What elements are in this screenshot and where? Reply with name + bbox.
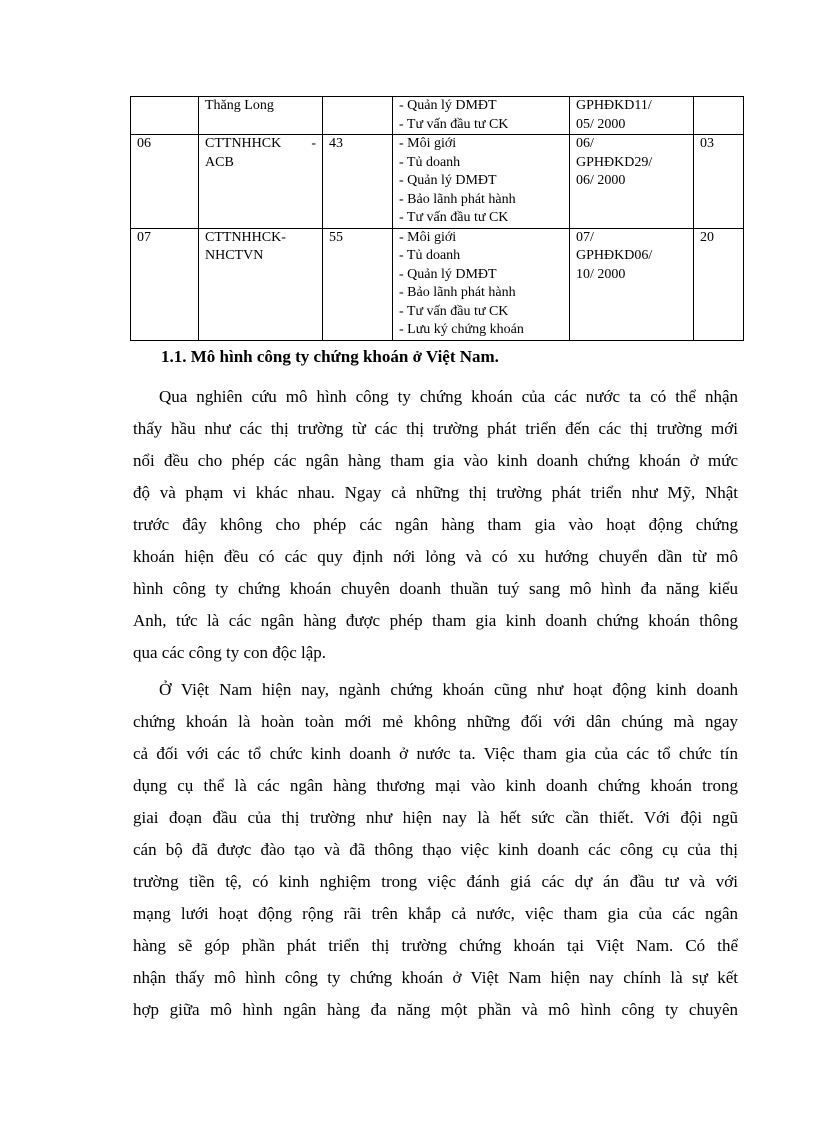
cell-company-name-line: Thăng Long [205,98,274,113]
cell-services-line: - Quản lý DMĐT [399,173,497,188]
cell-company-name-line: ACB [205,154,234,170]
paragraph-line: hợp giữa mô hình ngân hàng đa năng một phần và mô hình công ty chuyên [133,1000,738,1019]
securities-companies-table [130,96,744,341]
cell-license-line: 06/ 2000 [576,173,626,188]
cell-services-line: - Môi giới [399,229,457,245]
cell-capital-value: 55 [329,229,343,245]
paragraph-line: hàng sẽ góp phần phát triển thị trường chứng khoán tại Việt Nam. Có thể [133,936,738,955]
cell-capital [323,97,393,135]
paragraph-line: khoán hiện đều có các quy định nới lỏng và có xu hướng chuyển dần từ mô [133,547,738,566]
cell-services-line: - Tủ doanh [399,154,461,170]
cell-branches [694,228,744,340]
cell-services-line: - Lưu ký chứng khoán [399,322,524,337]
cell-license [570,135,694,229]
cell-stt-value: 07 [137,229,151,245]
cell-stt-value: 06 [137,136,151,151]
cell-license [570,97,694,135]
paragraph-line: chứng khoán là hoàn toàn mới mẻ không những đối với dân chúng mà ngay [133,712,738,731]
cell-capital [323,135,393,229]
paragraph-line: mạng lưới hoạt động rộng rãi trên khắp cả nước, việc tham gia của các ngân [133,904,738,923]
paragraph-line: dụng cụ thể là các ngân hàng thương mại vào kinh doanh chứng khoán trong [133,776,738,795]
paragraph-line: cả đối với các tổ chức kinh doanh ở nước ta. Việc tham gia của các tổ chức tín [133,744,738,763]
cell-branches [694,135,744,229]
cell-services-line: - Môi giới [399,136,457,151]
cell-company-name-line: CTTNHHCK- [205,229,286,245]
paragraph-line: giai đoạn đầu của thị trường như hiện nay là hết sức cần thiết. Với đội ngũ [133,808,738,827]
cell-license-line: GPHĐKD06/ [576,248,653,263]
paragraph-line: trước đây không cho phép các ngân hàng tham gia vào hoạt động chứng [133,515,738,534]
cell-license-line: GPHĐKD11/ [576,98,652,113]
table-row [131,228,744,340]
paragraph-line: Qua nghiên cứu mô hình công ty chứng khoán của các nước ta có thể nhận [159,387,738,406]
cell-company-name [199,97,323,135]
paragraph-line: độ và phạm vi khác nhau. Ngay cả những thị trường phát triển như Mỹ, Nhật [133,483,738,502]
cell-stt [131,97,199,135]
cell-company-name [199,135,323,229]
cell-capital [323,228,393,340]
paragraph-line: thấy hầu như các thị trường từ các thị trường phát triển đến các thị trường mới [133,419,738,438]
cell-services-line: - Tư vấn đầu tư CK [399,210,509,225]
cell-license-line: GPHĐKD29/ [576,154,653,170]
paragraph-line: cán bộ đã được đào tạo và đã thông thạo việc kinh doanh các công cụ của thị [133,840,738,859]
paragraph-line: Ở Việt Nam hiện nay, ngành chứng khoán cũng như hoạt động kinh doanh [159,680,738,699]
table-row [131,135,744,229]
paragraph-line: nổi đều cho phép các ngân hàng tham gia vào kinh doanh chứng khoán ở mức [133,451,738,470]
cell-services-line: - Tư vấn đầu tư CK [399,303,509,319]
cell-services-line: - Tủ doanh [399,248,461,263]
cell-company-name-line: NHCTVN [205,248,264,263]
cell-license-line: 06/ [576,136,594,151]
cell-stt [131,228,199,340]
paragraph-line: nhận thấy mô hình công ty chứng khoán ở Việt Nam hiện nay chính là sự kết [133,968,738,987]
paragraph-2 [133,674,738,1026]
cell-services [393,97,570,135]
cell-capital-value: 43 [329,136,343,151]
section-heading: 1.1. Mô hình công ty chứng khoán ở Việt Nam. [161,347,499,366]
cell-license-line: 05/ 2000 [576,116,626,132]
cell-services [393,228,570,340]
cell-services-line: - Bảo lãnh phát hành [399,285,516,300]
cell-services-line: - Quản lý DMĐT [399,266,497,282]
cell-stt [131,135,199,229]
cell-services [393,135,570,229]
cell-license [570,228,694,340]
cell-services-line: - Tư vấn đầu tư CK [399,116,509,132]
table-body [131,97,744,341]
paragraph-1 [133,381,738,669]
cell-branches-value: 03 [700,136,714,151]
cell-branches [694,97,744,135]
cell-services-line: - Bảo lãnh phát hành [399,191,516,207]
paragraph-line: qua các công ty con độc lập. [133,643,327,662]
cell-company-name-line: CTTNHHCK - [205,136,316,151]
cell-company-name [199,228,323,340]
cell-license-line: 07/ [576,229,594,245]
paragraph-line: Anh, tức là các ngân hàng được phép tham gia kinh doanh chứng khoán thông [133,611,738,630]
cell-license-line: 10/ 2000 [576,266,626,282]
cell-branches-value: 20 [700,229,714,245]
cell-services-line: - Quản lý DMĐT [399,98,497,113]
paragraph-line: trường tiền tệ, có kinh nghiệm trong việc đánh giá các dự án đầu tư và với [133,872,738,891]
table-row [131,97,744,135]
paragraph-line: hình công ty chứng khoán chuyên doanh thuần tuý sang mô hình đa năng kiểu [133,579,738,598]
